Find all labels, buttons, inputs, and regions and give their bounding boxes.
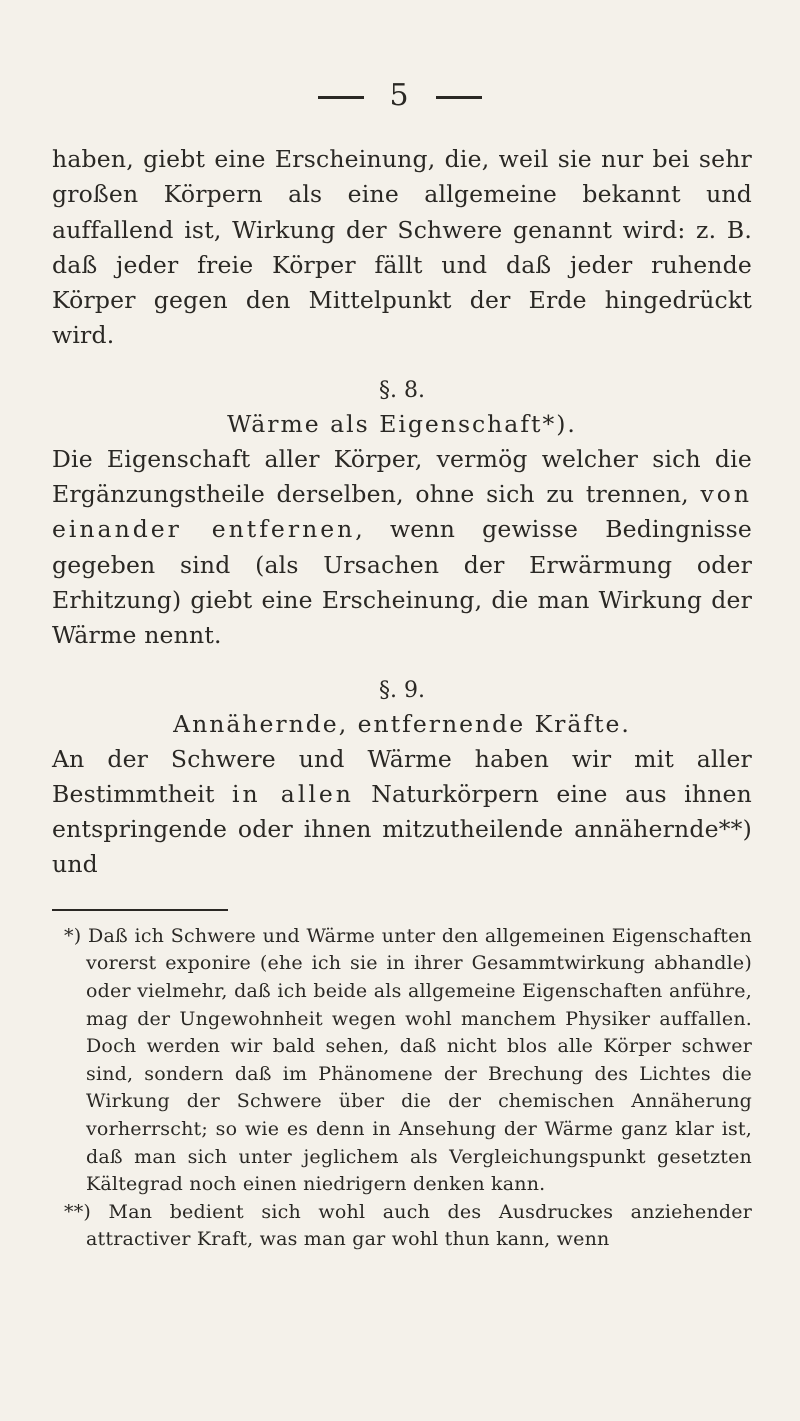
page-header xyxy=(0,78,800,113)
page-number: 5 xyxy=(389,78,411,113)
header-dash-right xyxy=(436,96,482,99)
section-8-number: §. 8. xyxy=(379,377,425,403)
section-8-paragraph xyxy=(52,442,752,654)
footnote-1: *) Daß ich Schwere und Wärme unter den allgemeinen Eigenschaften vorerst exponire (ehe ich sie in ihrer Gesammtwirkung abhandle) oder vielmehr, daß ich beide als allgemeine Eigenschaften anführe, mag der Ungewohnheit wegen wohl manchem Physiker auffallen. Doch werden wir bald sehen, daß nicht blos alle Körper schwer sind, sondern daß im Phänomene der Brechung des Lichtes die Wirkung der Schwere über die der chemischen Annäherung vorherrscht; so wie es denn in Ansehung der Wärme ganz klar ist, daß man sich unter jeglichem als Vergleichungspunkt gesetzten Kältegrad noch einen niedrigern denken kann. xyxy=(64,924,752,1196)
footnote-divider xyxy=(52,909,228,911)
section-8-title: Wärme als Eigenschaft*). xyxy=(227,409,577,438)
section-9-number: §. 9. xyxy=(379,677,425,703)
header-dash-left xyxy=(318,96,364,99)
section-9-paragraph xyxy=(52,742,752,883)
section-8-text-b: , wenn gewisse Bedingnisse gegeben sind (als Ursachen der Erwärmung oder Erhitzung) giebt eine Erscheinung, die man Wirkung der Wärme nennt. xyxy=(52,515,752,650)
section-8-text-spaced: von einander entfernen xyxy=(52,480,752,544)
section-8-text-a: Die Eigenschaft aller Körper, vermög welcher sich die Ergänzungstheile derselben, ohne sich zu trennen, xyxy=(52,444,752,509)
footnote-2: **) Man bedient sich wohl auch des Ausdruckes anziehender attractiver Kraft, was man gar wohl thun kann, wenn xyxy=(64,1200,752,1251)
paragraph-continuation: haben, giebt eine Erscheinung, die, weil sie nur bei sehr großen Körpern als eine allgemeine bekannt und auffallend ist, Wirkung der Schwere genannt wird: z. B. daß jeder freie Körper fällt und daß jeder ruhende Körper gegen den Mittelpunkt der Erde hingedrückt wird. xyxy=(52,145,752,350)
section-9-text-b: Naturkörpern eine aus ihnen entspringende oder ihnen mitzutheilende annähernde**) und xyxy=(52,779,752,879)
section-9-text-spaced: in allen xyxy=(231,779,354,808)
section-9-title: Annähernde, entfernende Kräfte. xyxy=(173,709,631,738)
body-text xyxy=(52,142,752,1254)
section-9-text-a: An der Schwere und Wärme haben wir mit aller Bestimmtheit xyxy=(52,744,752,808)
